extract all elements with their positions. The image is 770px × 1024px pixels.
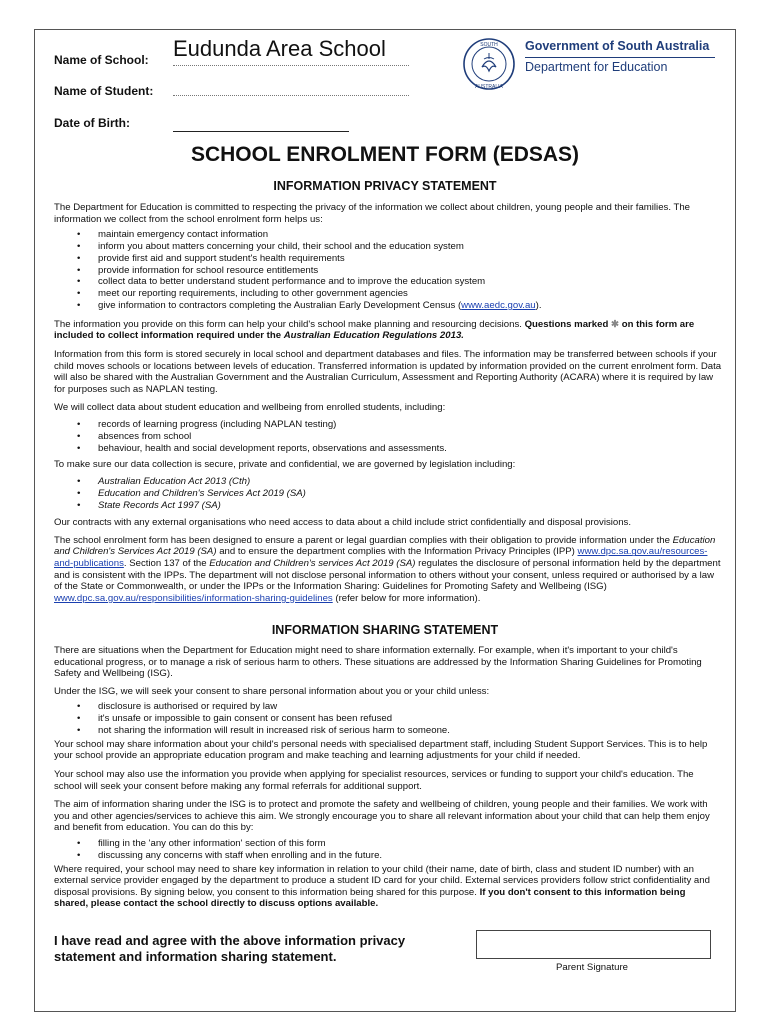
- act-reference-1: Education and Children's Services Act 2019 (SA): [54, 534, 716, 558]
- signature-label: Parent Signature: [556, 962, 628, 973]
- list-item: • not sharing the information will result in increased risk of serious harm to someone.: [54, 725, 722, 737]
- svg-text:AUSTRALIA: AUSTRALIA: [475, 84, 503, 90]
- designed-text-1: The school enrolment form has been designed to ensure a parent or legal guardian complies with their obligation to provide information under the: [54, 534, 670, 546]
- list-item: • provide information for school resource entitlements: [54, 265, 722, 277]
- list-item: • inform you about matters concerning your child, their school and the education system: [54, 241, 722, 253]
- school-name-field[interactable]: [173, 65, 409, 66]
- list-item: • absences from school: [54, 431, 722, 443]
- consent-list: [54, 701, 722, 736]
- contracts-paragraph: Our contracts with any external organisations who need access to data about a child include strict confidentially and disposal provisions.: [54, 517, 632, 529]
- logo-divider: [525, 57, 715, 58]
- aedc-suffix: ).: [535, 299, 542, 311]
- form-page: [34, 29, 736, 1012]
- aim-list: [54, 838, 722, 862]
- list-item: • provide first aid and support student's health requirements: [54, 253, 722, 265]
- list-item: • behaviour, health and social development reports, observations and assessments.: [54, 443, 722, 455]
- page-title: SCHOOL ENROLMENT FORM (EDSAS): [190, 143, 580, 166]
- list-item: • Australian Education Act 2013 (Cth): [54, 476, 722, 488]
- svg-text:SOUTH: SOUTH: [480, 42, 498, 48]
- aim-paragraph: The aim of information sharing under the ISG is to protect and promote the safety and wellbeing of children, young people and their families. We work with you and other agencies/services to achieve this aim. We strongly encourage you to share all relevant information about your child that can help them enjoy and benefit from education. You can do this by:: [54, 799, 710, 834]
- school-name-value: Eudunda Area School: [173, 36, 386, 61]
- privacy-intro: The Department for Education is committed to respecting the privacy of the information we collect about children, young people and their families. The information we collect from the school enrolment form helps us:: [54, 202, 691, 225]
- designed-text-4: regulates the disclosure of personal information held by the department and is consistent with the IPPs. The department will not disclose personal information to others without your consent, unless required or authorised by a law of the State or Commonwealth, or under the IPPs or the Information Sharing: Guidelines for Promoting Safety and Wellbeing (ISG): [54, 558, 721, 593]
- collect-list: [54, 419, 722, 454]
- regulations-text: Australian Education Regulations 2013.: [283, 330, 464, 342]
- consent-paragraph: Under the ISG, we will seek your consent to share personal information about you or your child unless:: [54, 685, 490, 697]
- list-item: • meet our reporting requirements, including to other government agencies: [54, 288, 722, 300]
- parent-signature-box[interactable]: [476, 930, 711, 959]
- privacy-heading: INFORMATION PRIVACY STATEMENT: [273, 179, 497, 193]
- planning-text: The information you provide on this form can help your child's school make planning and resourcing decisions.: [54, 318, 522, 330]
- questions-marked-text: Questions marked: [524, 318, 609, 330]
- needs-paragraph: Your school may share information about your child's personal needs with specialised department staff, including Student Support Services. This is to help your school provide an appropriate education program and make teaching and learning adjustments for your child if needed.: [54, 738, 708, 762]
- aedc-link[interactable]: www.aedc.gov.au: [461, 299, 536, 311]
- student-name-field[interactable]: [173, 95, 409, 96]
- privacy-purpose-list: [54, 229, 722, 312]
- agreement-statement: I have read and agree with the above information privacy statement and information sharing statement.: [54, 933, 406, 964]
- act-reference-2: Education and Children's services Act 2019 (SA): [209, 558, 416, 570]
- required-text: Where required, your school may need to share key information in relation to your child (their name, date of birth, class and student ID number) with an external service provider engaged by the department to produce a student ID card for your child. External services providers follow strict confidentiality and disposal provisions. By signing below, you consent to this information being shared for this purpose.: [54, 863, 710, 898]
- designed-text-3: . Section 137 of the: [123, 558, 207, 570]
- asterisk-icon: ✱: [610, 318, 620, 330]
- dob-label: Date of Birth:: [54, 116, 130, 130]
- department-name: Department for Education: [525, 60, 668, 74]
- collect-paragraph: We will collect data about student education and wellbeing from enrolled students, including:: [54, 402, 446, 414]
- list-item: • filling in the 'any other information' section of this form: [54, 838, 722, 850]
- privacy-body: [54, 202, 722, 604]
- gov-name: Government of South Australia: [525, 39, 710, 53]
- isg-guidelines-link[interactable]: www.dpc.sa.gov.au/responsibilities/information-sharing-guidelines: [54, 592, 333, 604]
- sharing-heading: INFORMATION SHARING STATEMENT: [271, 623, 499, 637]
- list-item: • State Records Act 1997 (SA): [54, 500, 722, 512]
- list-item: • it's unsafe or impossible to gain consent or consent has been refused: [54, 713, 722, 725]
- designed-text-5: (refer below for more information).: [335, 592, 481, 604]
- list-item: • maintain emergency contact information: [54, 229, 722, 241]
- stored-paragraph: Information from this form is stored securely in local school and department databases and files. The information may be transferred between schools if your child moves schools or locations between levels of education. Transferred information is updated by information provided on the current enrolment form. Data will also be shared with the Australian Government and the Australian Curriculum, Assessment and Reporting Authority (ACARA) where it is required by law for purposes such as NAPLAN testing.: [54, 348, 722, 395]
- sa-government-crest-icon: [462, 37, 516, 91]
- designed-text-2: and to ensure the department complies with the Information Privacy Principles (IPP): [219, 546, 575, 558]
- student-label: Name of Student:: [54, 84, 154, 98]
- list-item: • collect data to better understand student performance and to improve the education system: [54, 276, 722, 288]
- required-paragraph: [54, 864, 722, 910]
- secure-paragraph: To make sure our data collection is secure, private and confidential, we are governed by legislation including:: [54, 459, 516, 471]
- list-item: [54, 300, 722, 312]
- legislation-list: [54, 476, 722, 511]
- list-item: • records of learning progress (including NAPLAN testing): [54, 419, 722, 431]
- planning-paragraph: [54, 319, 722, 342]
- required-text: on this form are included to collect information required under the: [54, 318, 695, 342]
- resources-paragraph: Your school may also use the information you provide when applying for specialist resources, services or funding to support your child's education. The school will seek your consent before making any formal referrals for additional support.: [54, 768, 694, 792]
- dpc-publications-link[interactable]: www.dpc.sa.gov.au/resources-and-publications: [54, 546, 708, 570]
- situations-paragraph: There are situations when the Department for Education might need to share information externally. For example, when it's important to your child's educational progress, or to manage a risk of serious harm to others. These situations are addressed by the Information Sharing Guidelines for Promoting Safety and Wellbeing (ISG).: [54, 645, 702, 680]
- list-item: • discussing any concerns with staff when enrolling and in the future.: [54, 850, 722, 862]
- consent-warning: If you don't consent to this information being shared, please contact the school directly to discuss options available.: [54, 886, 686, 910]
- sharing-body: [54, 645, 722, 910]
- school-label: Name of School:: [54, 53, 149, 67]
- list-item: • Education and Children's Services Act 2019 (SA): [54, 488, 722, 500]
- aedc-text: give information to contractors completing the Australian Early Development Census (: [98, 299, 462, 311]
- designed-paragraph: [54, 535, 722, 605]
- list-item: • disclosure is authorised or required by law: [54, 701, 722, 713]
- dob-field[interactable]: [173, 131, 349, 132]
